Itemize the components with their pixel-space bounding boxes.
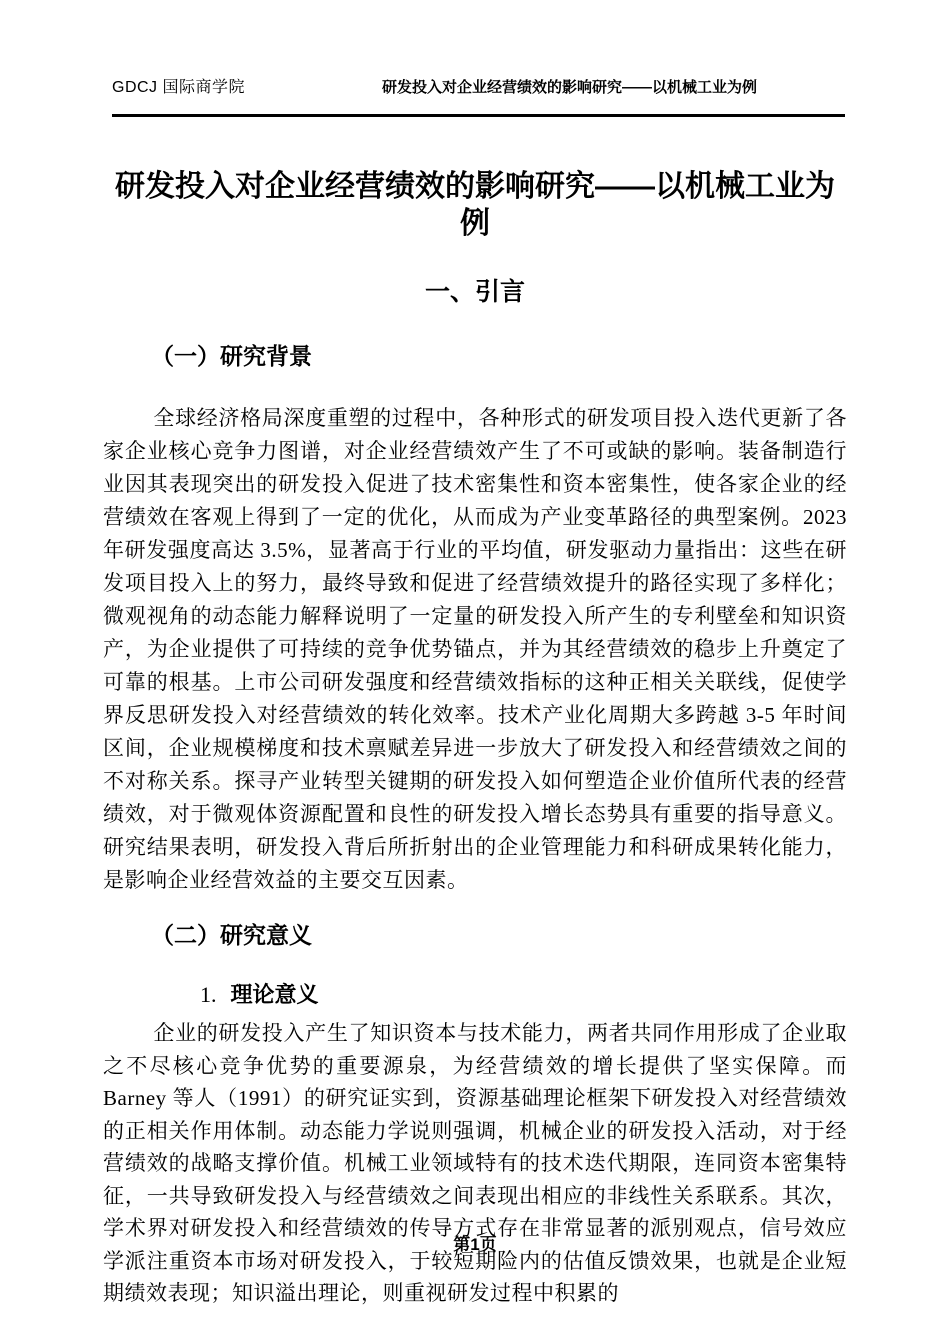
page-number-footer: 第1页 bbox=[453, 1235, 497, 1254]
paragraph-theoretical-significance: 企业的研发投入产生了知识资本与技术能力，两者共同作用形成了企业取之不尽核心竞争优势的重要源泉，为经营绩效的增长提供了坚实保障。而 Barney 等人（1991）的研究证实到，资源基础理论框架下研发投入对经营绩效的正相关作用体制。动态能力学说则强调，机械企业的研发投入活动，对于经营绩效的战略支撑价值。机械工业领域特有的技术迭代期限，连同资本密集特征，一共导致研发投入与经营绩效之间表现出相应的非线性关系联系。其次，学术界对研发投入和经营绩效的传导方式存在非常显著的派别观点，信号效应学派注重资本市场对研发投入，于较短期险内的估值反馈效果，也就是企业短期绩效表现；知识溢出理论，则重视研发过程中积累的 bbox=[103, 1021, 847, 1305]
subsection-heading-research-background: （一）研究背景 bbox=[151, 343, 312, 369]
subsection-heading-research-significance: （二）研究意义 bbox=[151, 922, 312, 948]
paragraph-research-background: 全球经济格局深度重塑的过程中，各种形式的研发项目投入迭代更新了各家企业核心竞争力图谱，对企业经营绩效产生了不可或缺的影响。装备制造行业因其表现突出的研发投入促进了技术密集性和资本密集性，使各家企业的经营绩效在客观上得到了一定的优化，从而成为产业变革路径的典型案例。2023 年研发强度高达 3.5%，显著高于行业的平均值，研发驱动力量指出：这些在研发项目投入上的努力，最终导致和促进了经营绩效提升的路径实现了多样化；微观视角的动态能力解释说明了一定量的研发投入所产生的专利壁垒和知识资产，为企业提供了可持续的竞争优势锚点，并为其经营绩效的稳步上升奠定了可靠的根基。上市公司研发强度和经营绩效指标的这种正相关关联线，促使学界反思研发投入对经营绩效的转化效率。技术产业化周期大多跨越 3-5 年时间区间，企业规模梯度和技术禀赋差异进一步放大了研发投入和经营绩效之间的不对称关系。探寻产业转型关键期的研发投入如何塑造企业价值所代表的经营绩效，对于微观体资源配置和良性的研发投入增长态势具有重要的指导意义。研究结果表明，研发投入背后所折射出的企业管理能力和科研成果转化能力，是影响企业经营效益的主要交互因素。 bbox=[103, 406, 847, 892]
document-body bbox=[103, 168, 847, 1310]
heading-number: 1. bbox=[200, 982, 217, 1007]
document-title: 研发投入对企业经营绩效的影响研究——以机械工业为例 bbox=[115, 170, 835, 240]
heading-label: 理论意义 bbox=[230, 982, 319, 1007]
header-running-title: 研发投入对企业经营绩效的影响研究——以机械工业为例 bbox=[381, 79, 757, 96]
chapter-heading-introduction: 一、引言 bbox=[424, 278, 525, 306]
subsection-heading-theoretical-significance bbox=[200, 981, 847, 1009]
header-school-name: GDCJ 国际商学院 bbox=[112, 79, 246, 96]
page-header bbox=[112, 74, 845, 97]
header-divider-line bbox=[112, 114, 845, 117]
